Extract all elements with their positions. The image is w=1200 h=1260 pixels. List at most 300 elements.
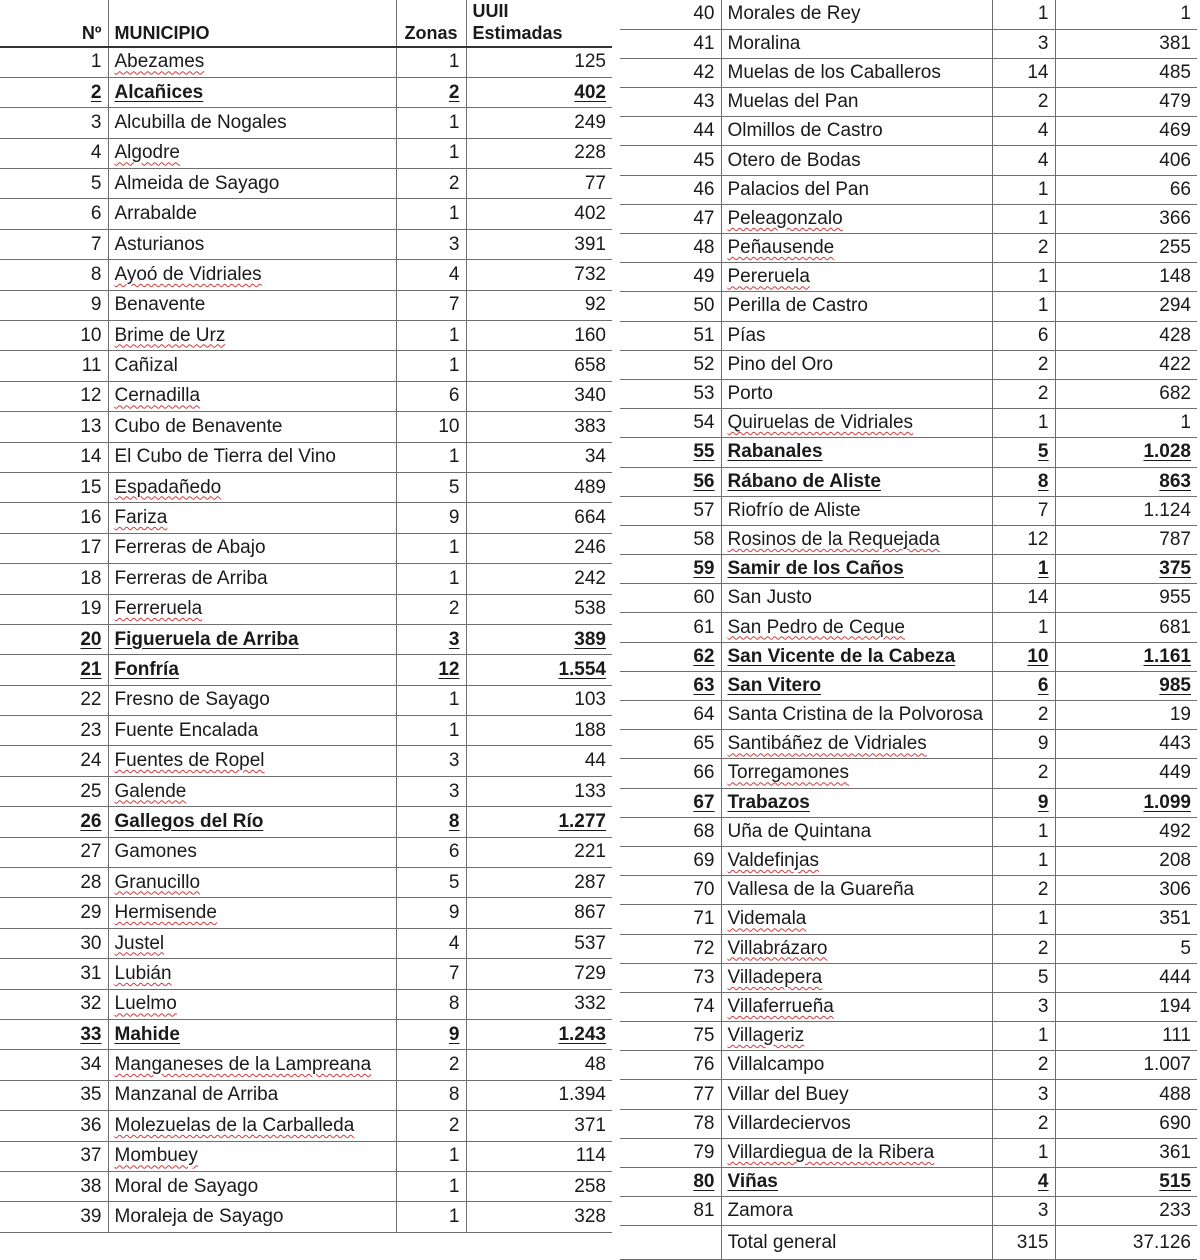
municipio-name: Ferreras de Abajo	[114, 537, 266, 559]
municipio-name: Granucillo	[114, 871, 201, 893]
estimadas-value-cell	[466, 594, 612, 624]
row-number: 79	[693, 1141, 715, 1163]
estimadas-value: 422	[1159, 353, 1191, 375]
municipio-name: Molezuelas de la Carballeda	[114, 1114, 355, 1136]
zonas-value-cell	[396, 685, 466, 715]
estimadas-value-cell	[466, 1020, 612, 1050]
row-number-cell	[0, 564, 108, 594]
municipio-name-cell	[721, 0, 992, 29]
estimadas-value: 443	[1159, 733, 1191, 755]
zonas-value: 6	[448, 841, 460, 863]
zonas-value: 4	[448, 932, 460, 954]
row-number: 4	[90, 142, 102, 164]
municipio-name-cell	[721, 788, 992, 817]
zonas-value-cell	[396, 1111, 466, 1141]
zonas-value-cell	[396, 746, 466, 776]
estimadas-value-cell	[1055, 379, 1197, 408]
zonas-value-cell	[992, 234, 1055, 263]
table-row	[620, 496, 1197, 525]
row-number: 46	[693, 178, 715, 200]
municipio-name: Peñausende	[727, 237, 835, 259]
municipio-name: El Cubo de Tierra del Vino	[114, 446, 336, 468]
zonas-value: 3	[1037, 1200, 1049, 1222]
municipio-name: Pías	[727, 324, 766, 346]
municipio-name-cell	[108, 169, 396, 199]
estimadas-value: 351	[1159, 908, 1191, 930]
zonas-value: 2	[1037, 937, 1049, 959]
row-number: 65	[693, 733, 715, 755]
row-number-cell	[620, 117, 721, 146]
row-number: 58	[693, 528, 715, 550]
row-number-cell	[620, 876, 721, 905]
table-row	[0, 776, 612, 806]
table-row	[0, 503, 612, 533]
municipio-name-cell	[721, 379, 992, 408]
table-row	[0, 1202, 612, 1232]
row-number-cell	[0, 503, 108, 533]
estimadas-value-cell	[1055, 263, 1197, 292]
row-number: 63	[693, 674, 715, 696]
zonas-value-cell	[992, 788, 1055, 817]
row-number-cell	[620, 817, 721, 846]
estimadas-value-cell	[466, 837, 612, 867]
zonas-value: 14	[1027, 587, 1049, 609]
zonas-value: 7	[448, 294, 460, 316]
row-number: 8	[90, 263, 102, 285]
municipio-name: Vallesa de la Guareña	[727, 879, 915, 901]
zonas-value: 1	[448, 355, 460, 377]
zonas-value-cell	[992, 88, 1055, 117]
municipio-name: Morales de Rey	[727, 3, 861, 25]
municipio-name-cell	[108, 807, 396, 837]
zonas-value: 1	[1037, 266, 1049, 288]
zonas-value: 6	[1037, 324, 1049, 346]
row-number: 62	[693, 645, 715, 667]
municipio-name: Benavente	[114, 294, 206, 316]
estimadas-value: 366	[1159, 207, 1191, 229]
row-number: 59	[693, 558, 715, 580]
zonas-value: 1	[1037, 850, 1049, 872]
estimadas-value: 682	[1159, 383, 1191, 405]
zonas-value-cell	[992, 409, 1055, 438]
row-number: 67	[693, 791, 715, 813]
row-number: 45	[693, 149, 715, 171]
table-row	[0, 199, 612, 229]
estimadas-value: 125	[574, 51, 606, 73]
municipio-name-cell	[721, 234, 992, 263]
municipio-name: Ferreruela	[114, 598, 203, 620]
municipio-name: Mahide	[114, 1023, 180, 1045]
zonas-value: 10	[438, 415, 460, 437]
table-row	[620, 204, 1197, 233]
estimadas-value: 249	[574, 111, 606, 133]
estimadas-value: 188	[574, 719, 606, 741]
row-number-cell	[0, 1050, 108, 1080]
zonas-value-cell	[992, 555, 1055, 584]
estimadas-value-cell	[466, 1080, 612, 1110]
row-number: 10	[80, 324, 102, 346]
row-number: 64	[693, 704, 715, 726]
estimadas-value: 444	[1159, 966, 1191, 988]
estimadas-value-cell	[1055, 204, 1197, 233]
zonas-value-cell	[396, 1171, 466, 1201]
zonas-value-cell	[992, 876, 1055, 905]
zonas-value: 2	[1037, 704, 1049, 726]
zonas-value-cell	[992, 1138, 1055, 1167]
estimadas-value-cell	[1055, 409, 1197, 438]
table-row	[620, 1197, 1197, 1226]
estimadas-value: 332	[574, 993, 606, 1015]
zonas-value-cell	[992, 1197, 1055, 1226]
municipio-name: Fonfría	[114, 659, 179, 680]
zonas-value: 3	[448, 750, 460, 772]
zonas-value: 1	[1037, 820, 1049, 842]
estimadas-value-cell	[466, 959, 612, 989]
row-number-cell	[0, 472, 108, 502]
table-row	[0, 138, 612, 168]
municipio-name-cell	[721, 88, 992, 117]
municipio-name-cell	[721, 934, 992, 963]
zonas-value-cell	[992, 584, 1055, 613]
estimadas-value-cell	[1055, 525, 1197, 554]
zonas-value-cell	[992, 204, 1055, 233]
estimadas-value: 389	[574, 628, 606, 650]
total-number-cell	[620, 1226, 721, 1260]
zonas-value: 1	[1037, 3, 1049, 25]
estimadas-value-cell	[466, 807, 612, 837]
estimadas-value: 658	[574, 355, 606, 377]
zonas-value-cell	[396, 412, 466, 442]
zonas-value: 12	[1027, 528, 1049, 550]
zonas-value: 4	[1037, 120, 1049, 142]
municipio-name: Cernadilla	[114, 385, 201, 407]
row-number-cell	[620, 1168, 721, 1197]
estimadas-value: 233	[1159, 1200, 1191, 1222]
municipio-name-cell	[108, 655, 396, 685]
municipio-name: Trabazos	[727, 791, 810, 813]
municipio-name-cell	[721, 759, 992, 788]
municipio-name-cell	[108, 1050, 396, 1080]
table-row	[620, 146, 1197, 175]
row-number-cell	[620, 234, 721, 263]
zonas-value-cell	[396, 1202, 466, 1232]
municipio-name-cell	[721, 146, 992, 175]
row-number: 14	[80, 446, 102, 468]
row-number: 34	[80, 1054, 102, 1076]
municipio-name: Rabanales	[727, 441, 823, 463]
zonas-value: 6	[1037, 674, 1049, 696]
row-number-cell	[620, 642, 721, 671]
estimadas-value: 160	[574, 324, 606, 346]
table-row	[620, 350, 1197, 379]
municipio-name: Arrabalde	[114, 203, 197, 225]
zonas-value: 2	[448, 172, 460, 194]
municipio-name-cell	[721, 642, 992, 671]
header-municipio: MUNICIPIO	[108, 0, 396, 47]
estimadas-value: 228	[574, 142, 606, 164]
row-number-cell	[0, 321, 108, 351]
zonas-value-cell	[992, 846, 1055, 875]
row-number: 31	[80, 962, 102, 984]
header-numero: Nº	[0, 0, 108, 47]
municipio-name-cell	[108, 624, 396, 654]
zonas-value: 1	[448, 203, 460, 225]
municipio-name-cell	[721, 29, 992, 58]
municipio-name: Gallegos del Río	[114, 810, 264, 832]
zonas-value-cell	[396, 229, 466, 259]
zonas-value: 3	[448, 628, 460, 650]
estimadas-value-cell	[1055, 1051, 1197, 1080]
zonas-value-cell	[396, 1141, 466, 1171]
table-row	[0, 1080, 612, 1110]
zonas-value-cell	[992, 1168, 1055, 1197]
municipio-name-cell	[721, 584, 992, 613]
municipio-name-cell	[721, 58, 992, 87]
row-number: 71	[693, 908, 715, 930]
municipio-name-cell	[108, 260, 396, 290]
table-row	[620, 584, 1197, 613]
estimadas-value: 103	[574, 689, 606, 711]
zonas-value: 2	[1037, 879, 1049, 901]
estimadas-value: 258	[574, 1175, 606, 1197]
estimadas-value: 787	[1159, 528, 1191, 550]
municipio-name-cell	[108, 564, 396, 594]
municipio-name-cell	[721, 555, 992, 584]
municipio-name: Abezames	[114, 51, 205, 73]
row-number-cell	[620, 409, 721, 438]
table-row	[620, 759, 1197, 788]
zonas-value-cell	[992, 292, 1055, 321]
estimadas-value-cell	[1055, 1138, 1197, 1167]
zonas-value-cell	[992, 379, 1055, 408]
estimadas-value: 690	[1159, 1112, 1191, 1134]
municipio-name: Riofrío de Aliste	[727, 499, 861, 521]
municipio-name: Algodre	[114, 142, 180, 164]
estimadas-value-cell	[1055, 1109, 1197, 1138]
municipio-name: Cañizal	[114, 355, 178, 377]
municipio-name: Fariza	[114, 507, 168, 529]
zonas-value-cell	[396, 77, 466, 107]
estimadas-value-cell	[1055, 0, 1197, 29]
row-number-cell	[0, 533, 108, 563]
row-number: 37	[80, 1145, 102, 1167]
municipio-name-cell	[108, 685, 396, 715]
estimadas-value-cell	[1055, 671, 1197, 700]
estimadas-value-cell	[466, 108, 612, 138]
zonas-value: 1	[448, 111, 460, 133]
estimadas-value: 1.243	[558, 1023, 606, 1045]
estimadas-value: 537	[574, 932, 606, 954]
municipio-name: Muelas del Pan	[727, 91, 859, 113]
row-number-cell	[620, 730, 721, 759]
estimadas-value: 1.277	[558, 810, 606, 832]
table-row	[620, 730, 1197, 759]
zonas-value-cell	[992, 467, 1055, 496]
municipio-name: Otero de Bodas	[727, 149, 861, 171]
municipio-name-cell	[108, 837, 396, 867]
estimadas-value: 208	[1159, 850, 1191, 872]
estimadas-value-cell	[466, 776, 612, 806]
row-number: 47	[693, 207, 715, 229]
zonas-value-cell	[992, 1022, 1055, 1051]
table-row	[0, 47, 612, 77]
municipio-name: Galende	[114, 780, 187, 802]
municipio-name: Videmala	[727, 908, 807, 930]
row-number-cell	[0, 716, 108, 746]
row-number: 36	[80, 1114, 102, 1136]
zonas-value: 1	[1037, 558, 1049, 580]
estimadas-value-cell	[1055, 292, 1197, 321]
zonas-value: 9	[448, 1023, 460, 1045]
municipio-name: Palacios del Pan	[727, 178, 870, 200]
row-number: 52	[693, 353, 715, 375]
municipio-name-cell	[721, 496, 992, 525]
row-number-cell	[0, 807, 108, 837]
zonas-value: 9	[1037, 791, 1049, 813]
table-row	[620, 846, 1197, 875]
estimadas-value: 449	[1159, 762, 1191, 784]
estimadas-value: 48	[584, 1054, 606, 1076]
estimadas-value-cell	[1055, 759, 1197, 788]
row-number: 12	[80, 385, 102, 407]
municipio-name: Luelmo	[114, 993, 177, 1015]
row-number-cell	[620, 1022, 721, 1051]
municipio-name: Quiruelas de Vidriales	[727, 412, 914, 434]
zonas-value: 7	[1037, 499, 1049, 521]
zonas-value: 1	[448, 142, 460, 164]
zonas-value-cell	[992, 701, 1055, 730]
zonas-value: 1	[1037, 412, 1049, 434]
zonas-value: 1	[1037, 295, 1049, 317]
table-row	[620, 0, 1197, 29]
municipio-name-cell	[721, 1138, 992, 1167]
zonas-value-cell	[992, 905, 1055, 934]
zonas-value-cell	[992, 992, 1055, 1021]
zonas-value: 1	[448, 689, 460, 711]
municipio-name: Samir de los Caños	[727, 558, 904, 580]
estimadas-value-cell	[1055, 1022, 1197, 1051]
zonas-value-cell	[992, 321, 1055, 350]
municipio-name-cell	[721, 1080, 992, 1109]
table-row	[620, 409, 1197, 438]
row-number: 19	[80, 598, 102, 620]
municipio-name: Perilla de Castro	[727, 295, 868, 317]
table-row	[0, 108, 612, 138]
estimadas-value: 485	[1159, 61, 1191, 83]
estimadas-value-cell	[1055, 1197, 1197, 1226]
row-number: 56	[693, 470, 715, 492]
estimadas-value: 371	[574, 1114, 606, 1136]
row-number-cell	[0, 290, 108, 320]
municipio-name-cell	[721, 1022, 992, 1051]
zonas-value: 4	[1037, 1171, 1049, 1193]
municipio-name: Almeida de Sayago	[114, 172, 280, 194]
estimadas-value-cell	[466, 199, 612, 229]
table-row	[0, 624, 612, 654]
estimadas-value-cell	[466, 472, 612, 502]
zonas-value-cell	[396, 533, 466, 563]
zonas-value: 2	[448, 1114, 460, 1136]
estimadas-value: 1	[1180, 3, 1191, 25]
zonas-value-cell	[396, 807, 466, 837]
zonas-value-cell	[992, 642, 1055, 671]
table-row	[0, 837, 612, 867]
municipio-name: Asturianos	[114, 233, 205, 255]
estimadas-value-cell	[1055, 905, 1197, 934]
municipio-name: Valdefinjas	[727, 850, 820, 872]
table-row	[0, 716, 612, 746]
estimadas-value-cell	[466, 898, 612, 928]
municipio-name-cell	[108, 1141, 396, 1171]
zonas-value-cell	[396, 199, 466, 229]
estimadas-value: 111	[1162, 1025, 1191, 1047]
zonas-value: 9	[1037, 733, 1049, 755]
municipio-name-cell	[721, 117, 992, 146]
estimadas-value-cell	[466, 47, 612, 77]
zonas-value-cell	[992, 438, 1055, 467]
municipio-name: Muelas de los Caballeros	[727, 61, 941, 83]
row-number-cell	[0, 381, 108, 411]
estimadas-value: 246	[574, 537, 606, 559]
zonas-value: 2	[1037, 383, 1049, 405]
estimadas-value: 955	[1159, 587, 1191, 609]
row-number-cell	[0, 442, 108, 472]
municipio-name-cell	[108, 594, 396, 624]
estimadas-value: 1	[1180, 412, 1191, 434]
zonas-value-cell	[396, 503, 466, 533]
estimadas-value: 985	[1159, 674, 1191, 696]
estimadas-value-cell	[466, 746, 612, 776]
row-number-cell	[620, 992, 721, 1021]
row-number: 25	[80, 780, 102, 802]
estimadas-value-cell	[466, 716, 612, 746]
row-number: 41	[693, 32, 715, 54]
zonas-value-cell	[396, 594, 466, 624]
estimadas-value-cell	[466, 989, 612, 1019]
row-number-cell	[0, 199, 108, 229]
municipio-name-cell	[108, 716, 396, 746]
zonas-value-cell	[992, 525, 1055, 554]
zonas-value-cell	[992, 146, 1055, 175]
zonas-value-cell	[396, 898, 466, 928]
estimadas-value: 255	[1159, 237, 1191, 259]
zonas-value: 5	[448, 476, 460, 498]
estimadas-value-cell	[466, 1202, 612, 1232]
table-row	[620, 788, 1197, 817]
zonas-value-cell	[396, 351, 466, 381]
municipio-name-cell	[721, 321, 992, 350]
table-row	[620, 1138, 1197, 1167]
row-number: 2	[90, 81, 102, 103]
municipio-name-cell	[108, 1171, 396, 1201]
row-number-cell	[0, 77, 108, 107]
zonas-value-cell	[992, 117, 1055, 146]
estimadas-value: 479	[1159, 91, 1191, 113]
estimadas-value-cell	[466, 928, 612, 958]
row-number: 9	[90, 294, 102, 316]
zonas-value-cell	[992, 934, 1055, 963]
municipio-name: Santa Cristina de la Polvorosa	[727, 704, 984, 726]
table-row	[620, 555, 1197, 584]
estimadas-value-cell	[1055, 613, 1197, 642]
municipio-name: Justel	[114, 932, 165, 954]
municipio-name-cell	[108, 898, 396, 928]
estimadas-value: 375	[1159, 558, 1191, 580]
estimadas-value-cell	[1055, 817, 1197, 846]
municipio-name-cell	[108, 989, 396, 1019]
row-number-cell	[0, 776, 108, 806]
zonas-value: 2	[448, 81, 460, 103]
